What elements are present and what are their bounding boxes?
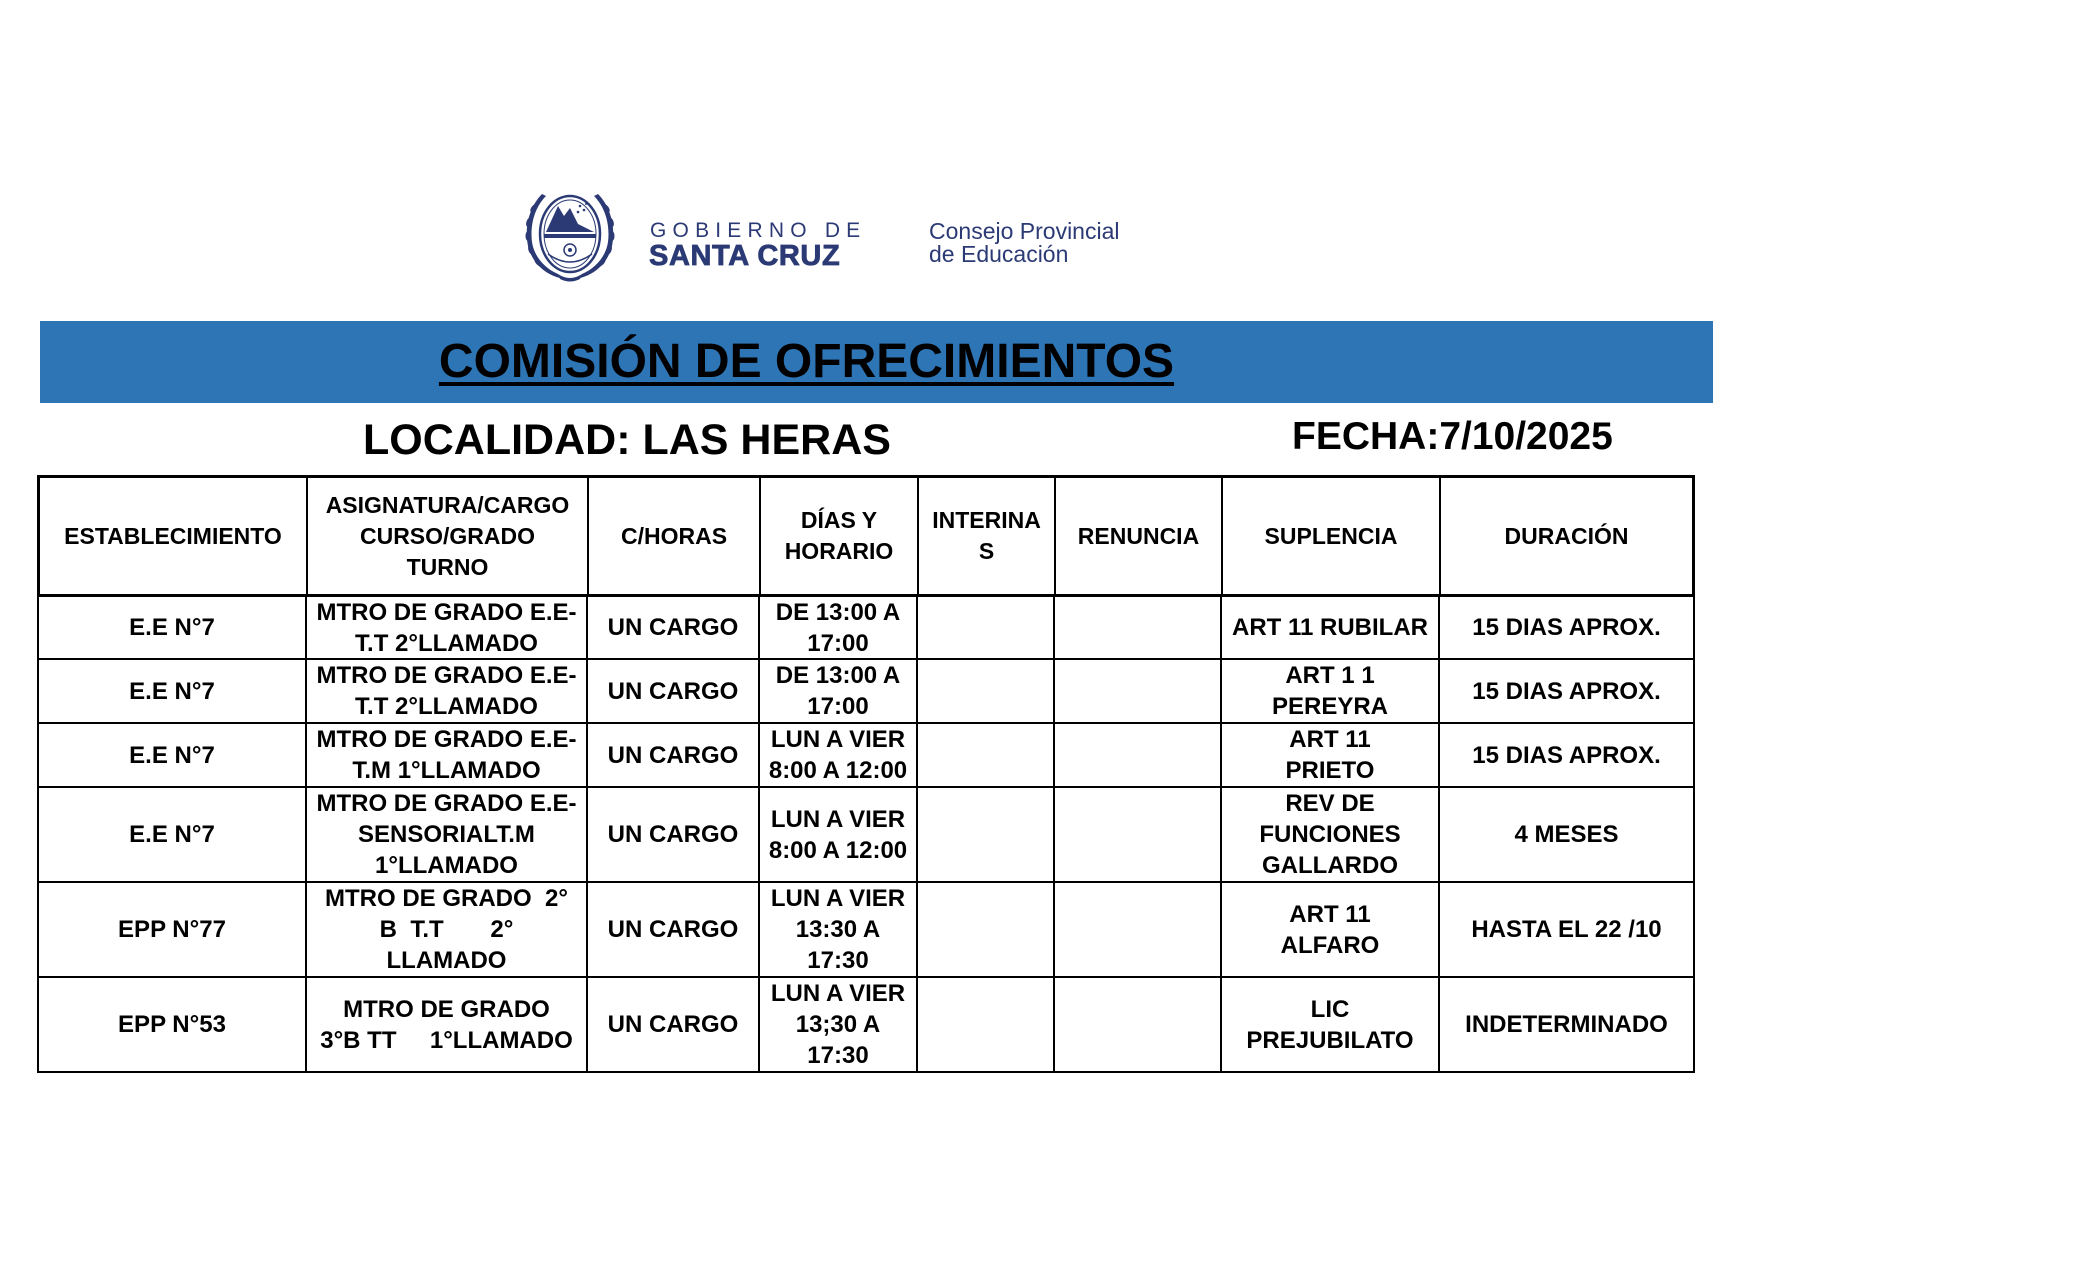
cell-dias-horario: LUN A VIER 8:00 A 12:00 (760, 724, 918, 786)
cell-c-horas: UN CARGO (588, 883, 760, 976)
cell-suplencia: REV DE FUNCIONES GALLARDO (1222, 788, 1440, 881)
cell-c-horas: UN CARGO (588, 978, 760, 1071)
table-row (37, 788, 1695, 883)
cell-suplencia: LIC PREJUBILATO (1222, 978, 1440, 1071)
cell-establecimiento: E.E N°7 (39, 788, 307, 881)
header-asignatura: ASIGNATURA/CARGO CURSO/GRADO TURNO (308, 478, 589, 594)
cell-renuncia (1055, 660, 1222, 722)
cell-dias-horario: DE 13:00 A 17:00 (760, 597, 918, 658)
header-dias-horario: DÍAS Y HORARIO (761, 478, 919, 594)
gobierno-de-text: GOBIERNO DE (650, 219, 867, 242)
header-renuncia: RENUNCIA (1056, 478, 1223, 594)
consejo-line-2: de Educación (929, 241, 1069, 267)
header-duracion: DURACIÓN (1504, 522, 1629, 549)
cell-interinas (918, 724, 1055, 786)
consejo-line-1: Consejo Provincial (929, 218, 1120, 244)
cell-renuncia (1055, 724, 1222, 786)
title-banner (40, 321, 1713, 403)
table-row (37, 883, 1695, 978)
cell-establecimiento: E.E N°7 (39, 660, 307, 722)
cell-asignatura: MTRO DE GRADO 3°B TT 1°LLAMADO (307, 978, 588, 1071)
table-row (37, 597, 1695, 660)
ofrecimientos-table (37, 475, 1695, 1073)
cell-establecimiento: E.E N°7 (39, 597, 307, 658)
cell-establecimiento: EPP N°77 (39, 883, 307, 976)
cell-duracion: INDETERMINADO (1465, 1011, 1668, 1038)
page-title (40, 335, 1713, 389)
cell-dias-horario: LUN A VIER 13;30 A 17:30 (760, 978, 918, 1071)
cell-dias-horario: LUN A VIER 8:00 A 12:00 (760, 788, 918, 881)
cell-c-horas: UN CARGO (588, 788, 760, 881)
cell-suplencia: ART 1 1 PEREYRA (1222, 660, 1440, 722)
table-row (37, 724, 1695, 788)
cell-suplencia: ART 11 ALFARO (1222, 883, 1440, 976)
cell-interinas (918, 597, 1055, 658)
header-establecimiento: ESTABLECIMIENTO (40, 478, 308, 594)
cell-suplencia: ART 11 PRIETO (1222, 724, 1440, 786)
santa-cruz-text: SANTA CRUZ (649, 240, 841, 272)
fecha-label: FECHA:7/10/2025 (1292, 415, 1613, 458)
consejo-provincial-logo-text (929, 220, 1119, 266)
table-header-row (37, 475, 1695, 597)
cell-c-horas: UN CARGO (588, 660, 760, 722)
santa-cruz-crest-icon (522, 186, 618, 284)
cell-duracion: 15 DIAS APROX. (1472, 614, 1661, 641)
page-title-text: COMISIÓN DE OFRECIMIENTOS (438, 335, 1175, 388)
cell-renuncia (1055, 788, 1222, 881)
cell-renuncia (1055, 597, 1222, 658)
cell-establecimiento: EPP N°53 (39, 978, 307, 1071)
cell-dias-horario: LUN A VIER 13:30 A 17:30 (760, 883, 918, 976)
cell-establecimiento: E.E N°7 (39, 724, 307, 786)
cell-asignatura: MTRO DE GRADO E.E- SENSORIALT.M 1°LLAMADO (307, 788, 588, 881)
cell-interinas (918, 788, 1055, 881)
header-suplencia: SUPLENCIA (1223, 478, 1441, 594)
cell-renuncia (1055, 978, 1222, 1071)
cell-duracion: HASTA EL 22 /10 (1471, 916, 1662, 943)
cell-suplencia: ART 11 RUBILAR (1222, 597, 1440, 658)
cell-duracion: 15 DIAS APROX. (1472, 741, 1661, 769)
cell-c-horas: UN CARGO (588, 597, 760, 658)
cell-asignatura: MTRO DE GRADO 2° B T.T 2° LLAMADO (307, 883, 588, 976)
cell-duracion: 4 MESES (1514, 821, 1619, 848)
cell-c-horas: UN CARGO (588, 724, 760, 786)
header-interinas: INTERINA S (919, 478, 1056, 594)
table-row (37, 978, 1695, 1073)
cell-asignatura: MTRO DE GRADO E.E- T.T 2°LLAMADO (307, 660, 588, 722)
cell-duracion: 15 DIAS APROX. (1472, 677, 1661, 705)
cell-interinas (918, 660, 1055, 722)
header-c-horas: C/HORAS (589, 478, 761, 594)
localidad-label: LOCALIDAD: LAS HERAS (363, 416, 891, 464)
cell-interinas (918, 883, 1055, 976)
table-row (37, 660, 1695, 724)
cell-asignatura: MTRO DE GRADO E.E- T.M 1°LLAMADO (307, 724, 588, 786)
cell-dias-horario: DE 13:00 A 17:00 (760, 660, 918, 722)
cell-renuncia (1055, 883, 1222, 976)
cell-interinas (918, 978, 1055, 1071)
cell-asignatura: MTRO DE GRADO E.E- T.T 2°LLAMADO (307, 597, 588, 658)
